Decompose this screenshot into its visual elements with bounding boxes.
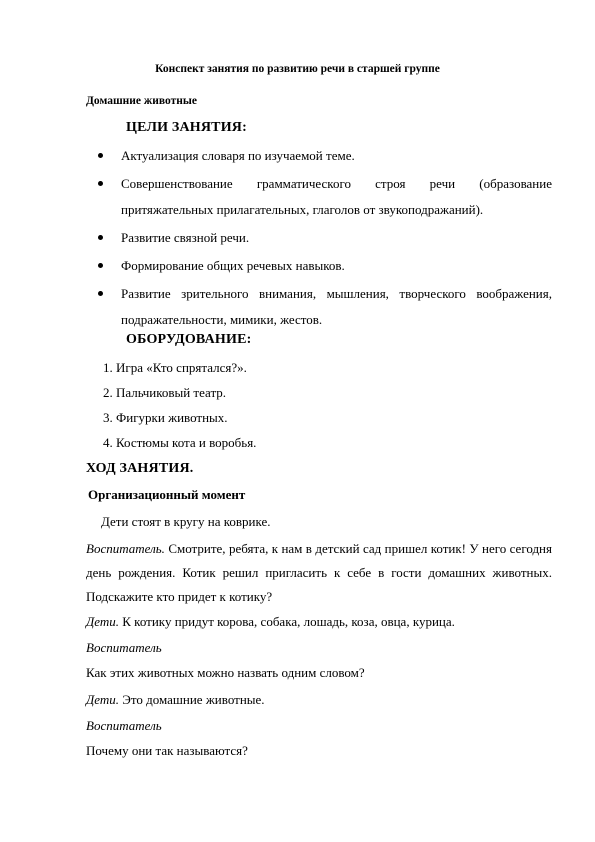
list-item: 1. Игра «Кто спрятался?».	[103, 360, 247, 375]
section-heading: Организационный момент	[88, 487, 246, 502]
list-item: Актуализация словаря по изучаемой теме.	[98, 143, 552, 169]
intro-paragraph: Дети стоят в кругу на коврике.	[101, 514, 271, 529]
speaker-label: Дети.	[86, 614, 120, 629]
bullet-icon	[98, 181, 103, 186]
speaker-label: Воспитатель	[86, 640, 162, 655]
dialogue-line	[86, 614, 455, 630]
list-item: Совершенствование грамматического строя речи (образование притяжательных прилагательных, глаголов от звукоподражаний).	[98, 171, 552, 223]
dialogue-text: Почему они так называются?	[86, 743, 248, 758]
speaker-label: Воспитатель.	[86, 541, 165, 556]
dialogue-text: Смотрите, ребята, к нам в детский сад пришел котик! У него сегодня день рождения. Котик решил пригласить к себе в гости домашних животных. Подскажите кто придет к котику?	[86, 541, 552, 604]
equipment-list	[103, 355, 256, 455]
bullet-icon	[98, 291, 103, 296]
speaker-label: Дети.	[86, 692, 120, 707]
list-item: Развитие зрительного внимания, мышления, творческого воображения, подражательности, мимики, жестов.	[98, 281, 552, 333]
dialogue-text: Как этих животных можно назвать одним словом?	[86, 665, 365, 680]
bullet-icon	[98, 153, 103, 158]
list-item: 2. Пальчиковый театр.	[103, 385, 227, 400]
dialogue-line	[86, 692, 265, 708]
list-item: Формирование общих речевых навыков.	[98, 253, 552, 279]
bullet-icon	[98, 263, 103, 268]
document-subtitle: Домашние животные	[86, 95, 197, 107]
speaker-label: Воспитатель	[86, 718, 162, 733]
goals-heading: ЦЕЛИ ЗАНЯТИЯ:	[126, 120, 247, 135]
lesson-heading: ХОД ЗАНЯТИЯ.	[86, 461, 194, 476]
dialogue-text: Это домашние животные.	[119, 692, 265, 707]
list-item: 4. Костюмы кота и воробья.	[103, 435, 257, 450]
dialogue-line	[86, 537, 552, 609]
list-item: Развитие связной речи.	[98, 225, 552, 251]
equipment-heading: ОБОРУДОВАНИЕ:	[126, 332, 252, 347]
dialogue-text: К котику придут корова, собака, лошадь, коза, овца, курица.	[119, 614, 455, 629]
document-title: Конспект занятия по развитию речи в старшей группе	[155, 63, 440, 75]
goals-list	[98, 143, 552, 333]
list-item: 3. Фигурки животных.	[103, 410, 228, 425]
bullet-icon	[98, 235, 103, 240]
